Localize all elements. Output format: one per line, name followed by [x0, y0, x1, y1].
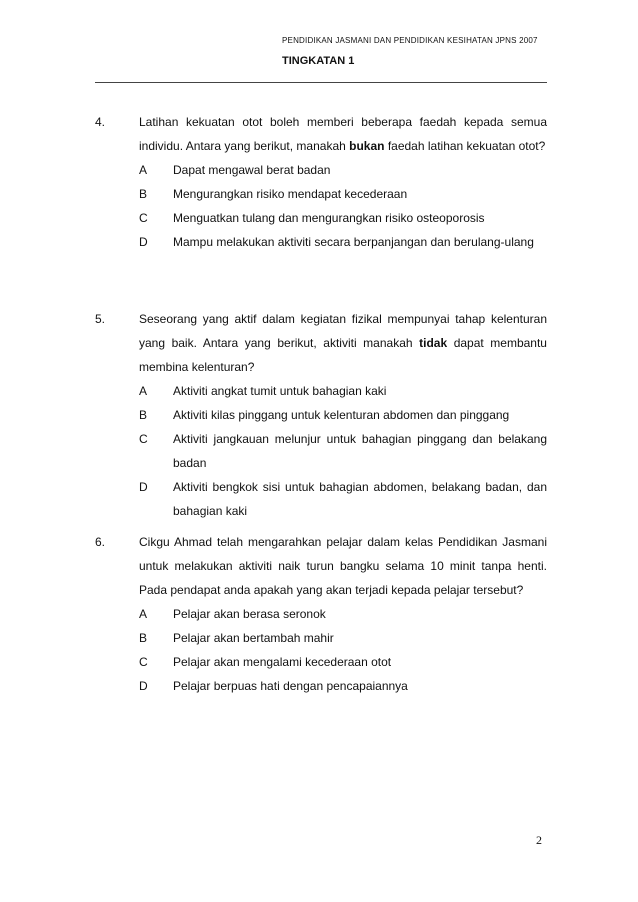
question-number: 4.: [95, 115, 106, 129]
option-d[interactable]: [139, 475, 547, 523]
option-letter: C: [139, 655, 148, 669]
question-number: 6.: [95, 535, 106, 549]
option-letter: D: [139, 480, 148, 494]
option-text: Pelajar berpuas hati dengan pencapaiannya: [173, 679, 408, 693]
question-6: [95, 530, 547, 698]
option-c[interactable]: [139, 650, 547, 674]
option-letter: A: [139, 607, 148, 621]
option-text: Aktiviti jangkauan melunjur untuk bahagian pinggang dan belakang badan: [173, 432, 547, 470]
question-number: 5.: [95, 312, 106, 326]
option-letter: A: [139, 384, 148, 398]
stem-text: Cikgu Ahmad telah mengarahkan pelajar dalam kelas Pendidikan Jasmani untuk melakukan aktiviti naik turun bangku selama 10 minit tanpa henti. Pada pendapat anda apakah yang akan terjadi kepada pelajar tersebut?: [139, 535, 547, 597]
option-b[interactable]: [139, 182, 547, 206]
option-text: Dapat mengawal berat badan: [173, 163, 331, 177]
header-subject: PENDIDIKAN JASMANI DAN PENDIDIKAN KESIHATAN JPNS 2007: [282, 36, 538, 45]
option-c[interactable]: [139, 427, 547, 475]
option-text: Mampu melakukan aktiviti secara berpanjangan dan berulang-ulang: [173, 235, 534, 249]
question-stem: [139, 307, 547, 379]
option-text: Aktiviti bengkok sisi untuk bahagian abdomen, belakang badan, dan bahagian kaki: [173, 480, 547, 518]
option-letter: A: [139, 163, 148, 177]
option-a[interactable]: [139, 158, 547, 182]
option-letter: D: [139, 235, 148, 249]
question-stem: [139, 530, 547, 602]
option-text: Pelajar akan mengalami kecederaan otot: [173, 655, 392, 669]
option-letter: B: [139, 187, 148, 201]
question-4: [95, 110, 547, 254]
page-number: 2: [536, 833, 542, 847]
option-c[interactable]: [139, 206, 547, 230]
option-a[interactable]: [139, 379, 547, 403]
option-a[interactable]: [139, 602, 547, 626]
option-text: Aktiviti kilas pinggang untuk kelenturan abdomen dan pinggang: [173, 408, 510, 422]
option-letter: B: [139, 408, 148, 422]
stem-text: Seseorang yang aktif dalam kegiatan fizikal mempunyai tahap kelenturan yang baik. Antara yang berikut, aktiviti manakah: [139, 312, 547, 350]
stem-text-end: dapat membantu membina kelenturan?: [139, 336, 547, 374]
option-text: Pelajar akan berasa seronok: [173, 607, 326, 621]
option-letter: C: [139, 211, 148, 225]
option-text: Aktiviti angkat tumit untuk bahagian kaki: [173, 384, 387, 398]
header-divider: [95, 82, 547, 83]
option-letter: D: [139, 679, 148, 693]
option-d[interactable]: [139, 674, 547, 698]
option-b[interactable]: [139, 626, 547, 650]
option-text: Pelajar akan bertambah mahir: [173, 631, 334, 645]
header-form-level: TINGKATAN 1: [282, 55, 355, 67]
option-letter: B: [139, 631, 148, 645]
option-text: Mengurangkan risiko mendapat kecederaan: [173, 187, 408, 201]
stem-text-end: faedah latihan kekuatan otot?: [384, 139, 546, 153]
stem-text: Latihan kekuatan otot boleh memberi beberapa faedah kepada semua individu. Antara yang berikut, manakah: [139, 115, 547, 153]
option-text: Menguatkan tulang dan mengurangkan risiko osteoporosis: [173, 211, 485, 225]
option-d[interactable]: [139, 230, 547, 254]
stem-emphasis: bukan: [349, 139, 385, 153]
question-stem: [139, 110, 547, 158]
question-5: [95, 307, 547, 523]
option-letter: C: [139, 432, 148, 446]
option-b[interactable]: [139, 403, 547, 427]
stem-emphasis: tidak: [419, 336, 448, 350]
